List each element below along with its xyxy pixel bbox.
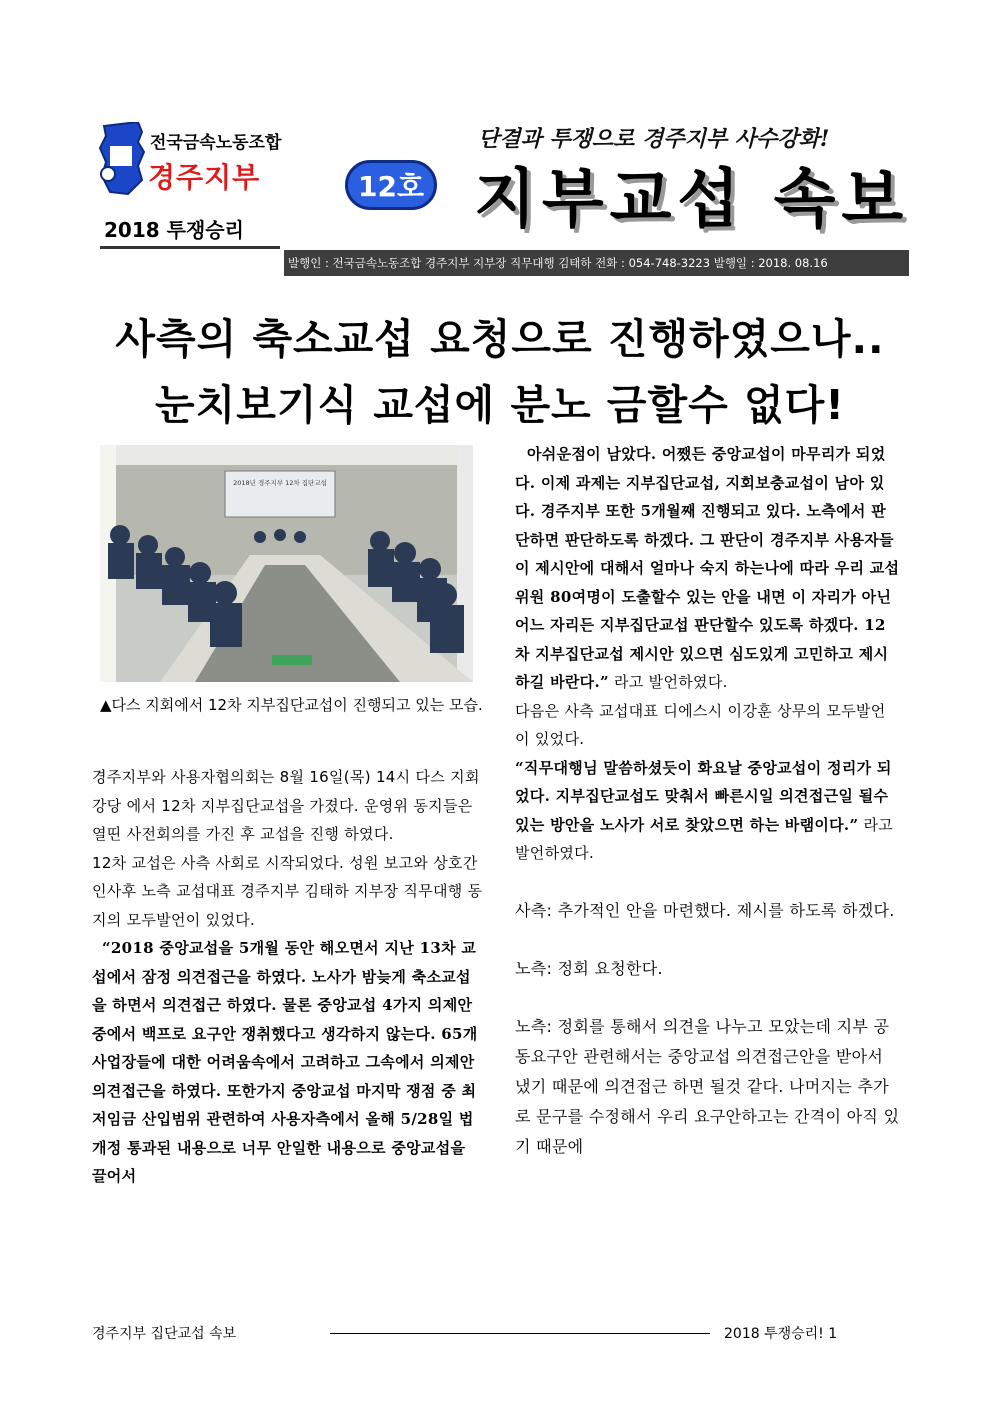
- photo-caption: ▲다스 지회에서 12차 지부집단교섭이 진행되고 있는 모습.: [100, 696, 483, 714]
- paragraph: 다음은 사측 교섭대표 디에스시 이강훈 상무의 모두발언이 있었다.: [515, 701, 886, 748]
- union-logo: [98, 122, 146, 196]
- union-name: 전국금속노동조합: [150, 133, 282, 153]
- speaker-label: 노측: [515, 958, 547, 978]
- quote-text: 아쉬운점이 남았다. 어쨌든 중앙교섭이 마무리가 되었다. 이제 과제는 지부집단교섭, 지회보충교섭이 남아 있다. 경주지부 또한 5개월째 진행되고 있다. 노측에서 판단하면 판단하도록 하겠다. 그 판단이 경주지부 사용자들이 제시안에 대해서 얼마나 숙지 하는나에 따라 우리 교섭위원 80여명이 도출할수 있는 안을 내면 이 자리가 아닌 어느 자리든 지부집단교섭 판단할수 있도록 하겠다. 12차 지부집단교섭 제시안 있으면 심도있게 고민하고 제시 하길 바란다.”: [515, 445, 900, 691]
- footer-left: 경주지부 집단교섭 속보: [92, 1326, 237, 1342]
- quote-paragraph: “2018 중앙교섭을 5개월 동안 해오면서 지난 13차 교섭에서 잠정 의견접근을 하였다. 노사가 밤늦게 축소교섭을 하면서 의견접근 하였다. 물론 중앙교섭 4가지 의제안 중에서 백프로 요구안 쟁취했다고 생각하지 않는다. 65개 사업장들에 대한 어려움속에서 고려하고 그속에서 의제안 의견접근을 하였다. 또한가지 중앙교섭 마지막 쟁점 중 최저임금 산입범위 관련하여 사용자측에서 올해 5/28일 법개정 통과된 내용으로 너무 안일한 내용으로 중앙교섭을 끌어서: [92, 939, 478, 1185]
- issue-number-badge: 12호: [345, 160, 437, 210]
- meeting-photo: [100, 445, 473, 682]
- branch-name: 경주지부: [148, 161, 261, 194]
- speaker-label: 노측: [515, 1016, 547, 1036]
- photo-banner-text: 2018년 경주지부 12차 집단교섭: [233, 479, 327, 487]
- quote-attribution: 라고 발언하였다.: [515, 815, 894, 862]
- footer-divider: [330, 1333, 710, 1334]
- exchange-text: : 추가적인 안을 마련했다. 제시를 하도록 하겠다.: [546, 900, 895, 920]
- quote-text: “직무대행님 말씀하셨듯이 화요날 중앙교섭이 정리가 되었다. 지부집단교섭도 맞춰서 빠른시일 의견접근일 될수 있는 방안을 노사가 서로 찾았으면 하는 바램이다.”: [515, 758, 892, 834]
- motto: 단결과 투쟁으로 경주지부 사수강화!: [478, 126, 830, 152]
- footer-right: 2018 투쟁승리! 1: [724, 1326, 838, 1342]
- headline-line-1: 사측의 축소교섭 요청으로 진행하였으나..: [115, 315, 885, 363]
- masthead-divider: [100, 246, 280, 249]
- right-column: [515, 440, 900, 1162]
- slogan-left: 2018 투쟁승리: [104, 218, 244, 242]
- paragraph: 12차 교섭은 사측 사회로 시작되었다. 성원 보고와 상호간 인사후 노측 교섭대표 경주지부 김태하 지부장 직무대행 동지의 모두발언이 있었다.: [92, 853, 483, 929]
- paragraph: 경주지부와 사용자협의회는 8월 16일(목) 14시 다스 지회 강당 에서 12차 지부집단교섭을 가졌다. 운영위 동지들은 열띤 사전회의를 가진 후 교섭을 진행 하였다.: [92, 768, 480, 843]
- masthead-title: 지부교섭 속보: [474, 163, 910, 237]
- exchange-text: : 정회 요청한다.: [546, 958, 663, 978]
- headline-line-2: 눈치보기식 교섭에 분노 금할수 없다!: [155, 381, 845, 429]
- exchange-text: : 정회를 통해서 의견을 나누고 모았는데 지부 공동요구안 관련해서는 중앙교섭 의견접근안을 받아서 냈기 때문에 의견접근 하면 될것 같다. 나머지는 추가로 문구를 수정해서 우리 요구안하고는 간격이 아직 있기 때문에: [515, 1016, 900, 1156]
- publisher-bar: 발행인 : 전국금속노동조합 경주지부 지부장 직무대행 김태하 전화 : 054-748-3223 발행일 : 2018. 08.16: [284, 250, 909, 276]
- speaker-label: 사측: [515, 900, 547, 920]
- left-column: [92, 763, 484, 1191]
- quote-attribution: 라고 발언하였다.: [608, 673, 728, 691]
